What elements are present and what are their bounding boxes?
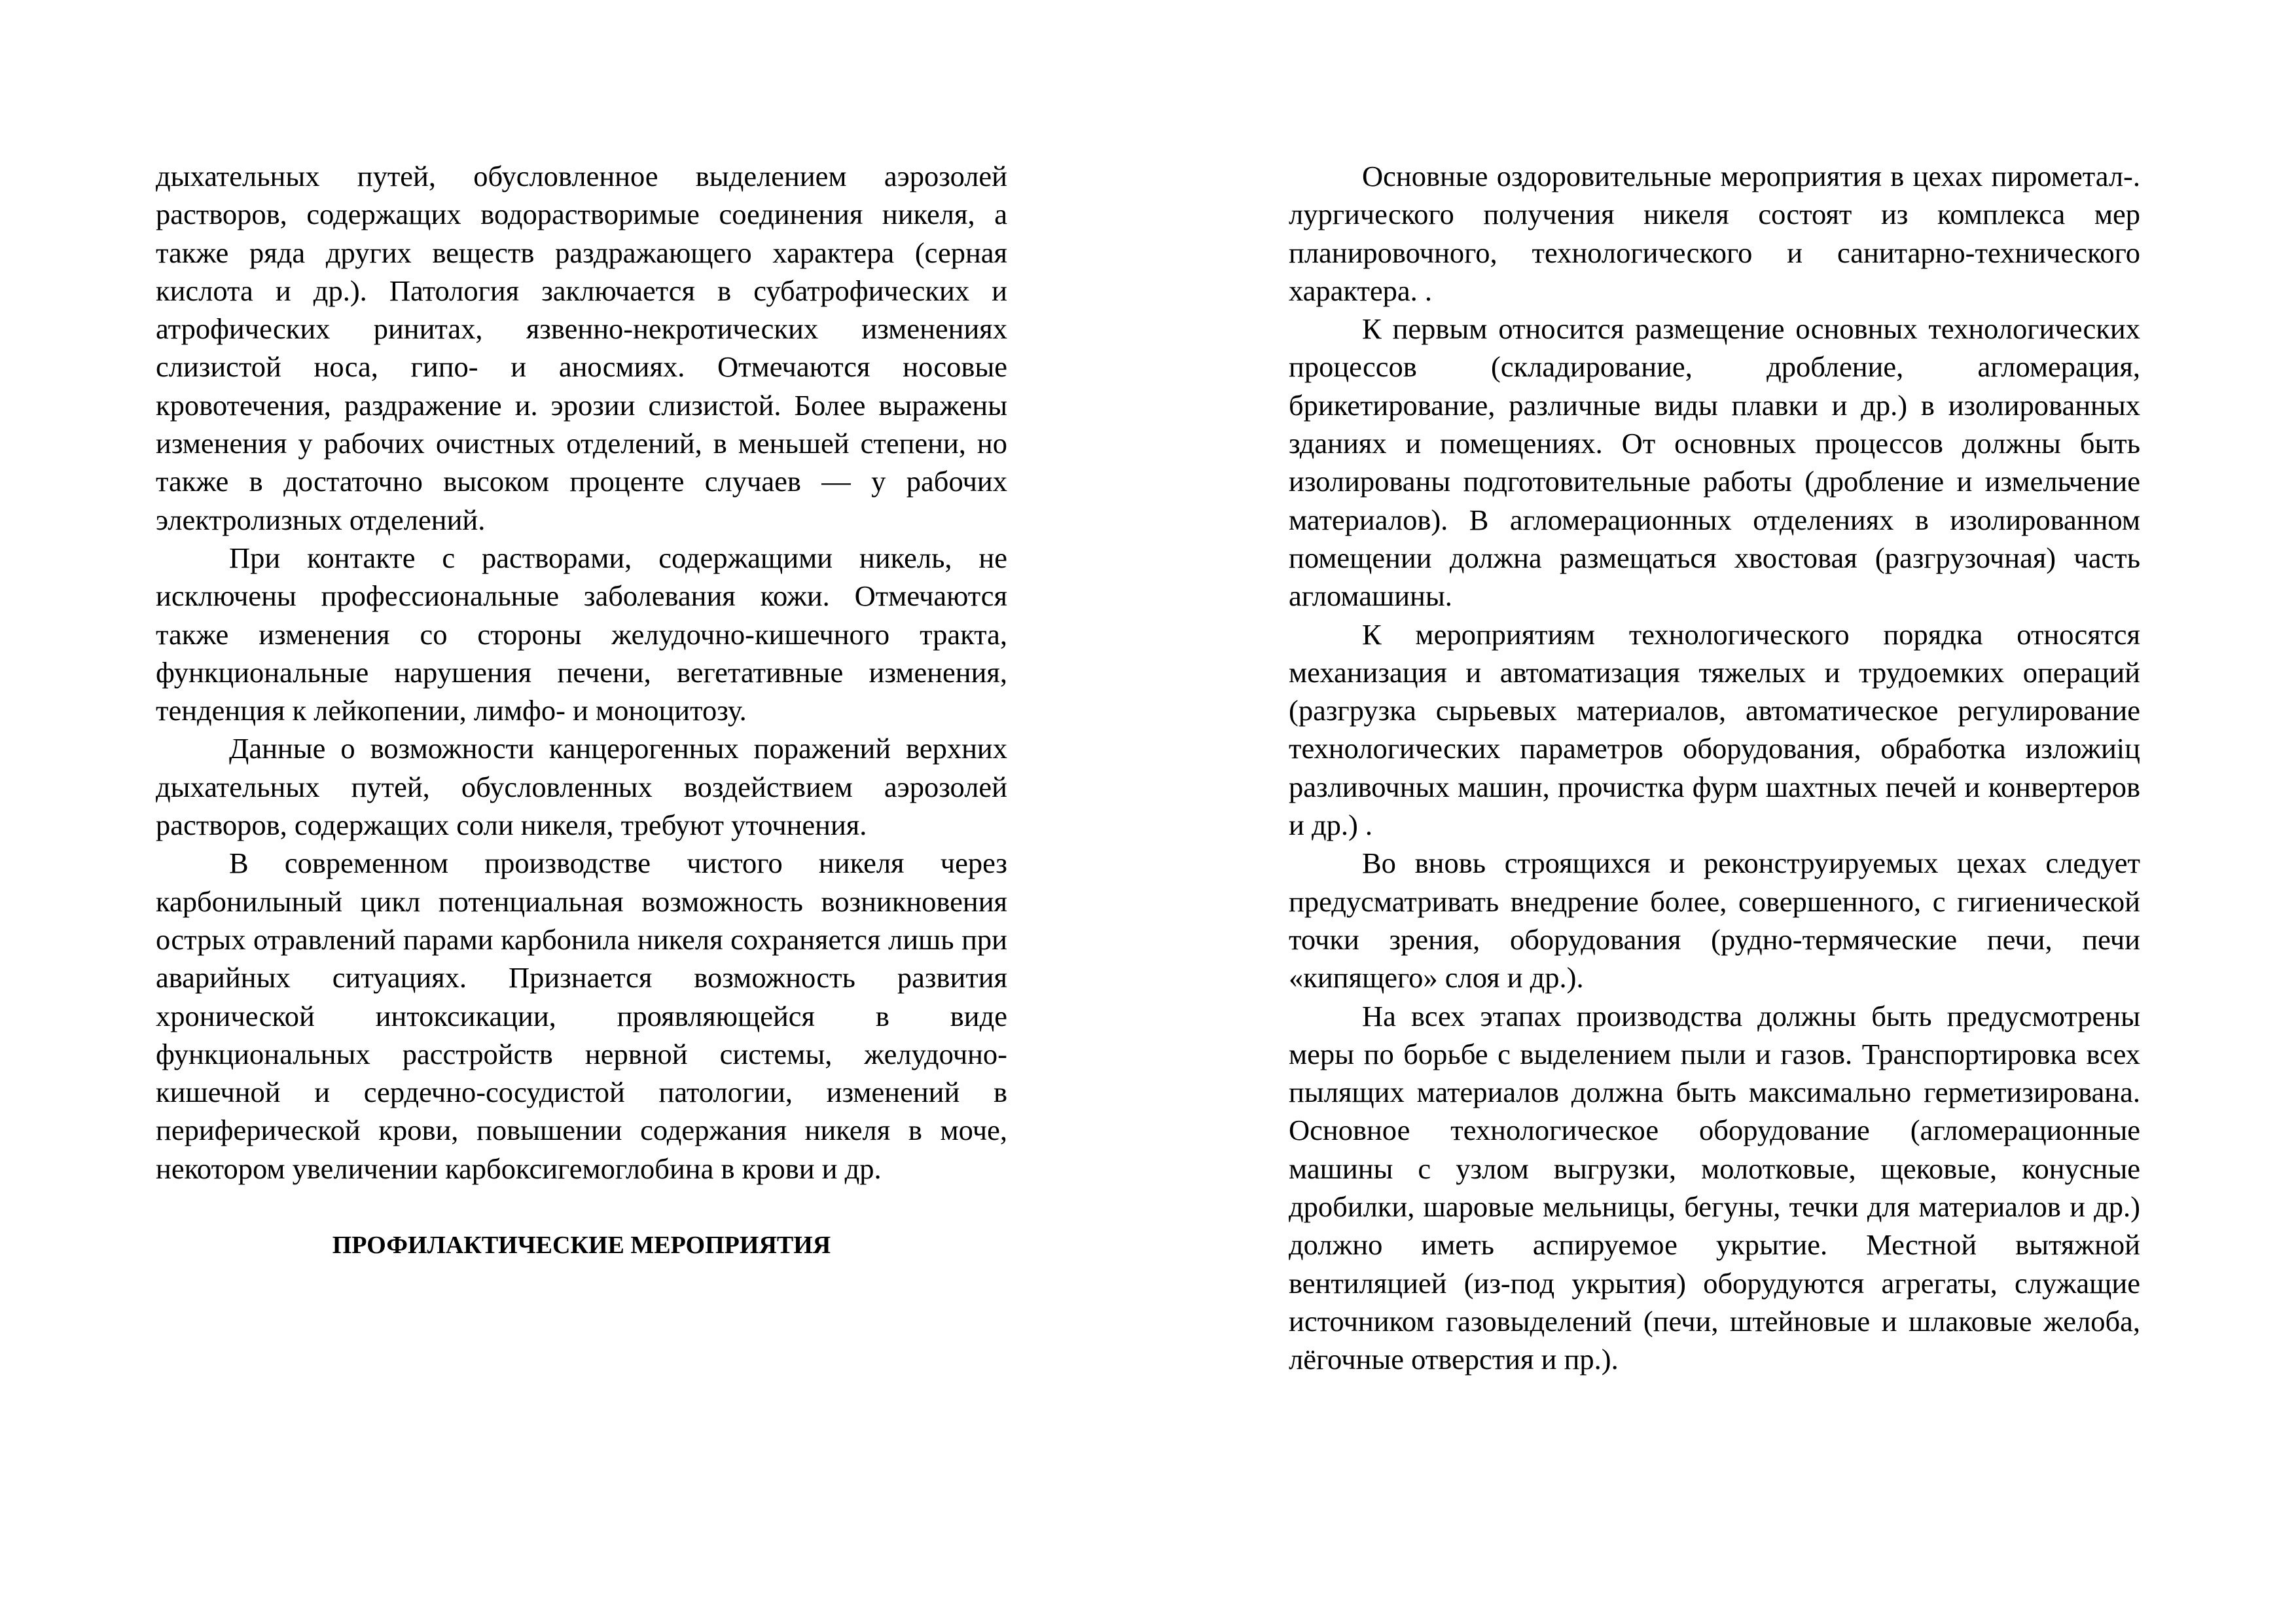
right-page bbox=[1289, 157, 2140, 1379]
left-page bbox=[156, 157, 1007, 1262]
left-paragraph-1: дыхательных путей, обусловленное выделением аэрозолей растворов, содержащих водорастворимые соединения никеля, а также ряда других веществ раздражающего характера (серная кислота и др.). Патология заключается в субатрофических и атрофических ринитах, язвенно-некротических изменениях слизистой носа, гипо- и аносмиях. Отмечаются носовые кровотечения, раздражение и. эрозии слизистой. Более выражены изменения у рабочих очистных отделений, в меньшей степени, но также в достаточно высоком проценте случаев — у рабочих электролизных отделений. bbox=[156, 160, 1007, 536]
right-paragraph-2: К первым относится размещение основных технологических процессов (складирование, дробление, агломерация, брикетирование, различные виды плавки и др.) в изолированных зданиях и помещениях. От основных процессов должны быть изолированы подготовительные работы (дробление и измельчение материалов). В агломерационных отделениях в изолированном помещении должна размещаться хвостовая (разгрузочная) часть агломашины. bbox=[1289, 312, 2140, 613]
right-paragraph-1: Основные оздоровительные мероприятия в цехах пирометал-. лургического получения никеля состоят из комплекса мер планировочного, технологического и санитарно-технического характера. . bbox=[1289, 160, 2140, 307]
left-paragraph-4: В современном производстве чистого никеля через карбонилыный цикл потенциальная возможность возникновения острых отравлений парами карбонила никеля сохраняется лишь при аварийных ситуациях. Признается возможность развития хронической интоксикации, проявляющейся в виде функциональных расстройств нервной системы, желудочно-кишечной и сердечно-сосудистой патологии, изменений в периферической крови, повышении содержания никеля в моче, некотором увеличении карбоксигемоглобина в крови и др. bbox=[156, 847, 1007, 1185]
right-paragraph-5: На всех этапах производства должны быть предусмотрены меры по борьбе с выделением пыли и газов. Транспортировка всех пылящих материалов должна быть максимально герметизирована. Основное технологическое оборудование (агломерационные машины с узлом выгрузки, молотковые, щековые, конусные дробилки, шаровые мельницы, бегуны, течки для материалов и др.) должно иметь аспируемое укрытие. Местной вытяжной вентиляцией (из-под укрытия) оборудуются агрегаты, служащие источником газовыделений (печи, штейновые и шлаковые желоба, лёгочные отверстия и пр.). bbox=[1289, 999, 2140, 1376]
right-paragraph-3: К мероприятиям технологического порядка относятся механизация и автоматизация тяжелых и трудоемких операций (разгрузка сырьевых материалов, автоматическое регулирование технологических параметров оборудования, обработка изложиiц разливочных машин, прочистка фурм шахтных печей и конвертеров и др.) . bbox=[1289, 617, 2140, 842]
right-paragraph-4: Во вновь строящихся и реконструируемых цехах следует предусматривать внедрение более, совершенного, с гигиенической точки зрения, оборудования (рудно-термячеcкие печи, печи «кипящего» слоя и др.). bbox=[1289, 847, 2140, 994]
section-heading: ПРОФИЛАКТИЧЕСКИЕ МЕРОПРИЯТИЯ bbox=[332, 1231, 831, 1260]
left-paragraph-2: При контакте с растворами, содержащими никель, не исключены профессиональные заболевания кожи. Отмечаются также изменения со стороны желудочно-кишечного тракта, функциональные нарушения печени, вегетативные изменения, тенденция к лейкопении, лимфо- и моноцитозу. bbox=[156, 541, 1007, 727]
left-paragraph-3: Данные о возможности канцерогенных поражений верхних дыхательных путей, обусловленных воздействием аэрозолей растворов, содержащих соли никеля, требуют уточнения. bbox=[156, 732, 1007, 842]
